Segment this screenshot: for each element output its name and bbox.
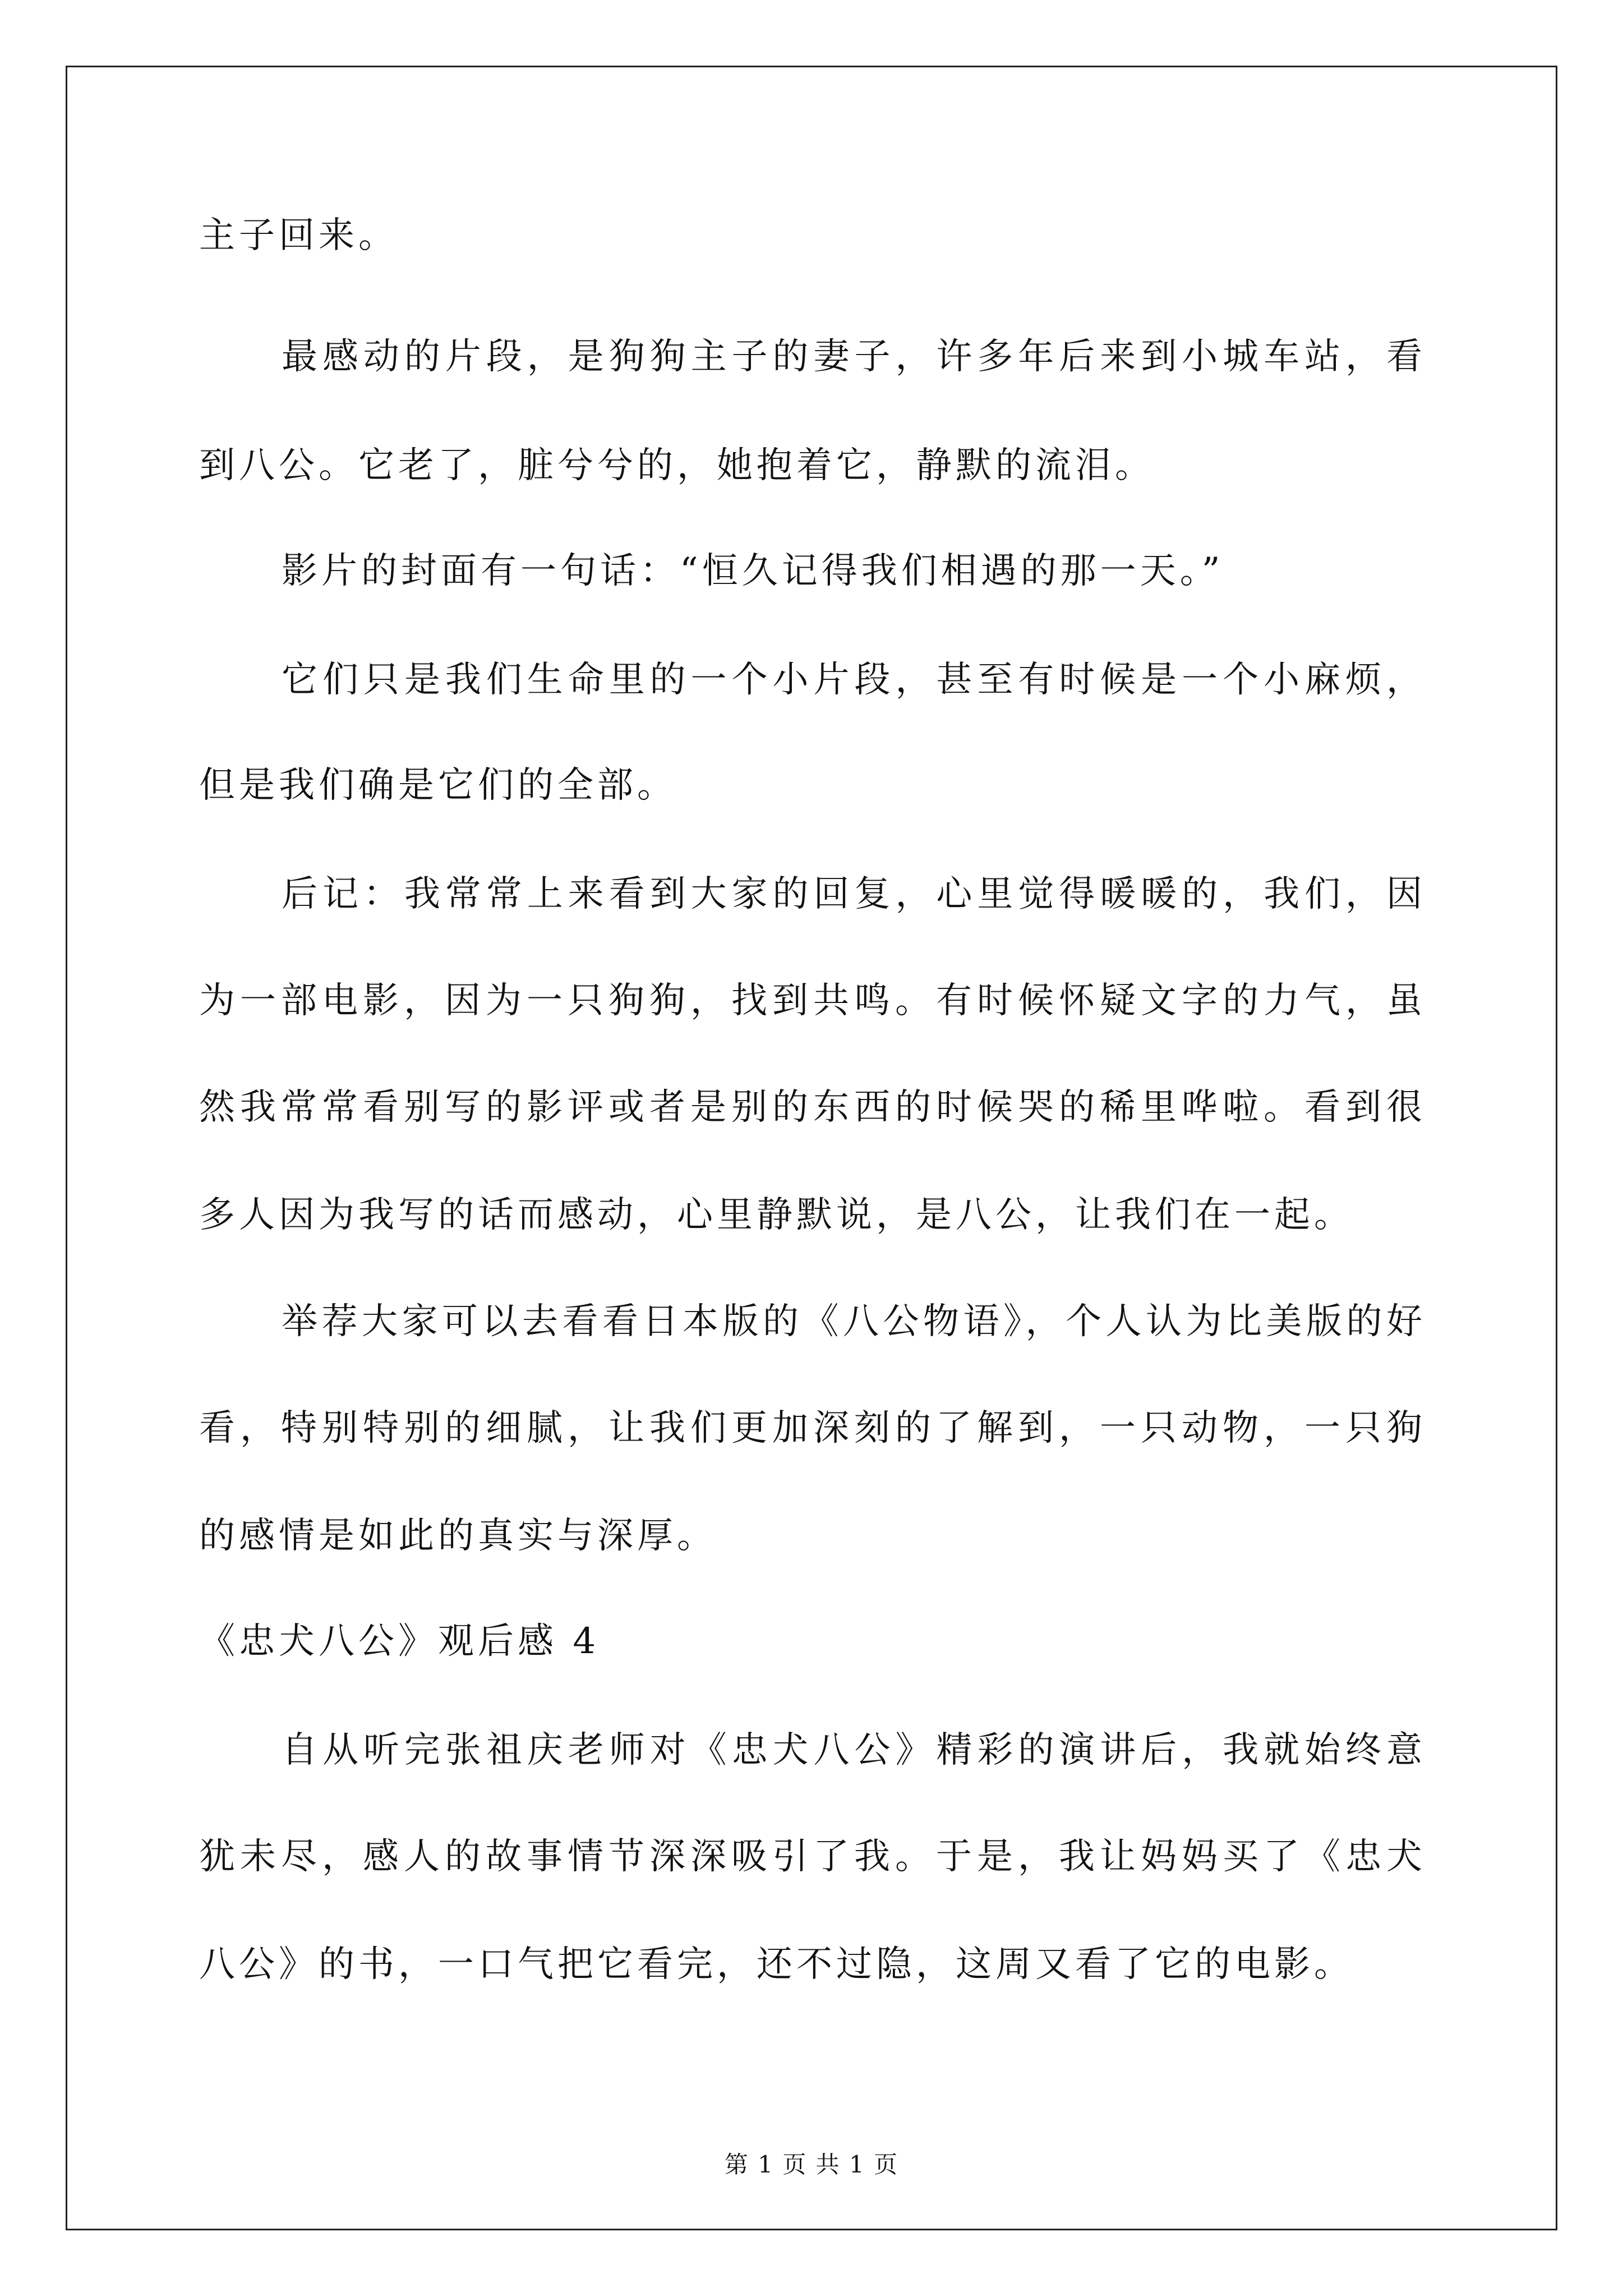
text-line: 为一部电影，因为一只狗狗，找到共鸣。有时候怀疑文字的力气，虽 <box>199 980 1426 1022</box>
text-line: 自从听完张祖庆老师对《忠犬八公》精彩的演讲后，我就始终意 <box>282 1729 1426 1771</box>
text-line: 到八公。它老了，脏兮兮的，她抱着它，静默的流泪。 <box>199 445 1155 486</box>
text-line: 然我常常看别写的影评或者是别的东西的时候哭的稀里哗啦。看到很 <box>199 1087 1426 1128</box>
section-heading: 《忠犬八公》观后感 4 <box>199 1621 600 1662</box>
page-footer: 第 1 页 共 1 页 <box>724 2151 899 2178</box>
text-line: 它们只是我们生命里的一个小片段，甚至有时候是一个小麻烦， <box>282 659 1426 701</box>
text-line: 看，特别特别的细腻，让我们更加深刻的了解到，一只动物，一只狗 <box>199 1407 1426 1449</box>
text-line: 主子回来。 <box>199 215 398 256</box>
text-line: 举荐大家可以去看看日本版的《八公物语》，个人认为比美版的好 <box>282 1301 1426 1342</box>
page-border <box>66 66 1557 2230</box>
text-line: 犹未尽，感人的故事情节深深吸引了我。于是，我让妈妈买了《忠犬 <box>199 1836 1426 1878</box>
text-line: 的感情是如此的真实与深厚。 <box>199 1515 717 1557</box>
text-line: 但是我们确是它们的全部。 <box>199 765 677 806</box>
text-line: 最感动的片段，是狗狗主子的妻子，许多年后来到小城车站，看 <box>282 336 1426 378</box>
text-line: 后记：我常常上来看到大家的回复，心里觉得暖暖的，我们，因 <box>282 873 1426 915</box>
text-line: 影片的封面有一句话：“恒久记得我们相遇的那一天。” <box>282 550 1224 592</box>
text-line: 多人因为我写的话而感动，心里静默说，是八公，让我们在一起。 <box>199 1194 1354 1236</box>
text-line: 八公》的书，一口气把它看完，还不过隐，这周又看了它的电影。 <box>199 1944 1354 1985</box>
